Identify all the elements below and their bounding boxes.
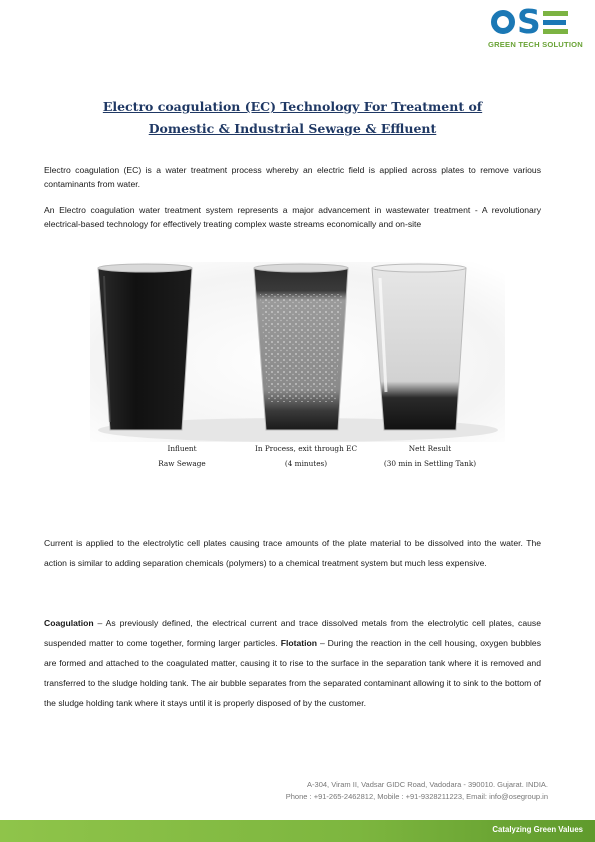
logo-letter-o [491, 10, 515, 34]
footer-bar [0, 820, 595, 842]
document-title [40, 96, 545, 140]
cup-nett-result [372, 264, 466, 430]
caption-influent: Influent Raw Sewage [158, 444, 206, 468]
logo-letter-s: S [517, 2, 540, 41]
contact-line: Phone : +91-265-2462812, Mobile : +91-9328211223, Email: info@osegroup.in [285, 792, 548, 801]
cup-influent [98, 264, 192, 430]
logo-tagline: GREEN TECH SOLUTION [488, 40, 583, 49]
coagulation-flotation-paragraph: Coagulation – As previously defined, the electrical current and trace dissolved metals from the electrolytic cell plates, cause suspended matter to come together, forming larger particles. Flotation – During the reaction in the cell housing, oxygen bubbles are formed and attached to the coagulated matter, causing it to rise to the surface in the separation tank where it is removed and transferred to the sludge holding tank. The air bubble separates from the separated contaminant allowing it to sink to the bottom of the sludge holding tank where it stays until it is properly disposed of by the customer. [44, 618, 541, 708]
advancement-paragraph: An Electro coagulation water treatment system represents a major advancement in wastewater treatment - A revolutionary electrical-based technology for effectively treating complex waste streams economically and on-site [44, 205, 541, 230]
title-line-2: Domestic & Industrial Sewage & Effluent [148, 121, 437, 136]
caption-in-process: In Process, exit through EC (4 minutes) [254, 444, 358, 468]
treatment-comparison-photo [90, 262, 505, 442]
caption-nett-result: Nett Result (30 min in Settling Tank) [383, 444, 477, 468]
footer-slogan: Catalyzing Green Values [492, 825, 583, 834]
term-coagulation: Coagulation [44, 618, 94, 628]
ose-logo [488, 2, 586, 54]
company-address [248, 779, 548, 803]
intro-paragraph: Electro coagulation (EC) is a water treatment process whereby an electric field is applied across plates to remove various contaminants from water. [44, 165, 541, 190]
logo-letter-e [543, 11, 568, 34]
ose-logo-mark [488, 2, 586, 41]
term-flotation: Flotation [280, 638, 317, 648]
title-line-1: Electro coagulation (EC) Technology For Treatment of [102, 99, 483, 114]
cup-in-process [254, 264, 348, 430]
address-line: A-304, Viram II, Vadsar GIDC Road, Vadodara - 390010. Gujarat. INDIA. [307, 780, 548, 789]
current-paragraph: Current is applied to the electrolytic cell plates causing trace amounts of the plate material to be dissolved into the water. The action is similar to adding separation chemicals (polymers) to a chemical treatment system but much less expensive. [44, 538, 541, 568]
